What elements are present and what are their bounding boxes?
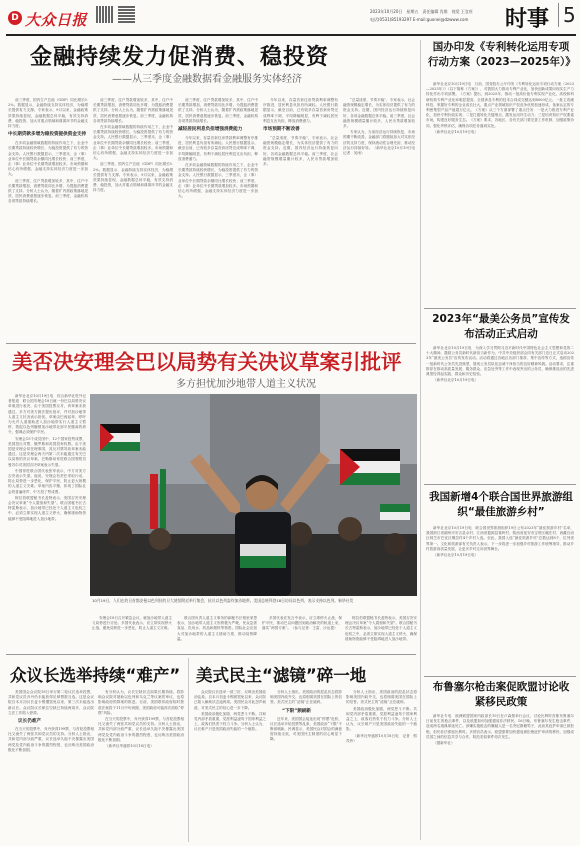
section-rule xyxy=(424,308,576,309)
top-story-body-3-intro: 前三季度，住户贷款增加较多，其中，住户中长期贷款增加，消费贷款同比多增，为提振消费提供了支持。分析人士认为，随着扩内需政策落地见效，居民消费意愿逐步恢复。前三季度，金融机构各项贷款持续增长。 xyxy=(178,98,258,123)
section-rule xyxy=(6,654,416,655)
bottom-left-body-2: 在当天的投票中，乔丹获得199票，与首轮投票相比又流失了两张共和党议员的支持。分析人士指出，共和党内部分歧严重，议长选举久拖不决暴露出美国两党及党内政治斗争的激烈程度，也反映出美国政治极化不断加剧。 xyxy=(8,727,94,752)
middle-story-body-f: 联合国负责人道主义事务的副秘书长格里菲思表示，加沙地带人道主义形势极为严峻，民众急需食品、饮用水、药品和燃料等物资。国际社会应加大对加沙地带的人道主义援助力度，推动局势降温。 xyxy=(177,616,257,641)
bottom-left-col-2 xyxy=(98,690,184,840)
top-story-column-4 xyxy=(263,98,338,341)
top-story-column-1 xyxy=(8,98,88,341)
section-title: 时事 xyxy=(505,7,550,32)
right2-text: 新华社北京10月19日电 为深入学习贯彻习近平新时代中国特色社会主义思想和党的二十大精神，激励公务员新时代新担当新作为，中共中央组织部会同有关部门近日正式启动2023年“最美公务员”宣传发布活动。活动将通过各地区各部门推荐、集中宣传等方式，选树宣传一批新时代公务员先进典型，展现公务员队伍忠诚干净担当的良好精神风貌。活动要求，注重推荐在推动高质量发展、服务群众、应急处突等工作中表现突出的公务员，确保推选出的先进典型经得起实践、群众和历史检验。 xyxy=(426,346,574,377)
bottom-mid-body-3: 近年来，美国国会接连出现“停摆”危机、议长选举多轮投票等乱象，美国政治“下限”不断被刷新。民调显示，美国民众对国会的满意度持续走低，对美国民主制度的信心明显下降。 xyxy=(270,716,342,742)
bottom-left-dateline: （新华社华盛顿10月18日电） xyxy=(105,744,154,749)
right3-dateline: （新华社北京10月19日电） xyxy=(433,553,479,558)
bottom-left-title: 众议长选举持续“难产” xyxy=(10,666,181,685)
middle-story-bottom-col-4 xyxy=(345,616,417,650)
bottom-mid-dateline: （新华社华盛顿10月18日电 记者 熊茂伶） xyxy=(346,733,417,743)
right3-text: 新华社北京10月19日电 联合国世界旅游组织19日公布2023年“最佳旅游乡村”名单，我国浙江省湖州市安吉县余村、江西省婺源县篁岭村、陕西省延安市宝塔区碾庄村、西藏自治区林芝市巴宜区嘎拉村4个乡村入选。至此，我国入选“最佳旅游乡村”总数达到8个，位列世界第一。文化和旅游部有关负责人表示，下一步将进一步加强乡村旅游工作统筹指导，推动乡村旅游高质量发展，让更多乡村走向世界舞台。 xyxy=(426,526,574,551)
right4-text: 新华社专电 欧洲联盟国家内政部长19日在卢森堡举行会议，讨论比利时首都布鲁塞尔日前发生的枪击事件，以及欧盟如何加强遣返非法移民。16日晚，布鲁塞尔发生枪击事件，造成两名瑞典球迷死亡。涉嫌实施枪击的嫌疑人是一名突尼斯籍男子，此前其庇护申请已被拒绝，但仍非法滞留比利时。多国官员表示，欧盟需要加快遣返被拒绝庇护申请的移民，加强成员国之间的信息共享与合作，防范类似事件再次发生。 xyxy=(426,714,574,739)
subhead-mid-long-loans: 中长期贷款多增为稳投资提供资金支持 xyxy=(8,132,87,138)
right1-text: 新华社北京10月19日电 日前，国务院办公厅印发《专利转化运用专项行动方案（2023—2025年）》（以下简称《方案》），对我国大力推动专利产业化，加快创新成果向现实生产力转化作出专项部署。《方案》提出，到2025年，推动一批高价值专利实现产业化。高校和科研机构专利产业化率明显提高，全国涉及专利的技术合同成交额达到8000亿元。一批主攻硬科技、掌握好专利的企业成长壮大，重点产业领域知识产权竞争优势加速形成，备案认定的专利密集型产品产值超万亿元。《方案》从三个方面部署了重点任务：一是大力推进专利产业化，加快专利价值实现；二是打通转化关键堵点，激发运用内生动力；三是培育知识产权要素市场，构建良好服务生态。《方案》要求，各地区、各有关部门要完善工作机制，加强政策协同，强化考核评估，确保各项任务落到实处。 xyxy=(426,82,574,128)
top-story-column-5 xyxy=(343,98,419,341)
middle-story-column-1 xyxy=(8,394,86,624)
middle-story-bottom-col-2 xyxy=(177,616,257,650)
subhead-lower-limit: “下限”频刷新 xyxy=(282,708,312,714)
masthead-rule xyxy=(6,34,576,36)
middle-story-body-b: 安理会15个成员国中，12个国家投赞成票，美国投反对票，俄罗斯和英国投弃权票。由于美国是安理会常任理事国，其反对票导致草案未能通过。这是安理会两天内第二次未能通过有关巴以局势的决议草案。巴勒斯坦常驻联合国观察员曼苏尔对美国否决草案表示失望。 xyxy=(8,436,86,467)
bottom-mid-col-1 xyxy=(194,690,266,840)
top-story-body-4: “总量适度、节奏平稳”，专家表示，社会融资规模稳定增长，为实体经济提供了有力的资金支持。近期，国内经济运行持续恢复向好，各项金融数据总体平稳。前三季度，社会融资规模增量累计较多，人民币贷款增加较多。 xyxy=(263,136,338,167)
middle-story-body-d: 阿拉伯联盟秘书长盖特表示，美国否决安理会决议草案“令人震惊和失望”。联合国秘书长古特雷斯表示，加沙地带已经处于人道主义危机之中，必须立即实现人道主义停火，确保援助物资能够不受阻碍地进入加沙地带。 xyxy=(8,495,86,521)
newspaper-logo xyxy=(8,8,92,30)
top-story-body-5a: “总量适度、节奏平稳”，专家表示，社会融资规模稳定增长，为实体经济提供了有力的资金支持。近期，国内经济运行持续恢复向好，各项金融数据总体平稳。前三季度，社会融资规模增量累计较多，人民币贷款增加较多。 xyxy=(343,98,415,129)
bottom-mid-col-3 xyxy=(346,690,417,840)
right3-title: 我国新增4个联合国世界旅游组织“最佳旅游乡村” xyxy=(429,491,573,518)
protest-photo-illustration xyxy=(90,394,417,596)
subhead-speaker-vacant: 议长仍难产 xyxy=(18,719,41,725)
column-divider xyxy=(188,658,189,842)
right3-body xyxy=(426,526,574,674)
middle-story-body-f2: 阿拉伯联盟秘书长盖特表示，美国否决安理会决议草案“令人震惊和失望”。联合国秘书长古特雷斯表示，加沙地带已经处于人道主义危机之中，必须立即实现人道主义停火，确保援助物资能够不受阻碍地进入加沙地带。 xyxy=(345,616,417,641)
qr-code-icon xyxy=(96,6,113,23)
middle-story-bottom-col-1 xyxy=(92,616,172,650)
bottom-mid-body-1: 众议院议长选举一波三折，反映出美国政治乱象。自本月初麦卡锡被罢免以来，众议院已陷入瘫痪状态逾两周。美国民众对此怨声载道，对美式民主的信心进一步下降。 xyxy=(194,690,266,710)
section-rule xyxy=(424,676,576,677)
middle-story-body-a: 新华社北京10月19日电 综合新华社驻外记者报道 联合国安理会18日就一份巴以局势决议草案进行表决，由于美国投票反对，该草案未获通过。多方对美方做法提出批评，并对加沙地带人道主义状况表示担忧。草案由巴西起草，呼吁为允许人道援助进入加沙地带实行人道主义暂停，敦促以色列撤销加沙地带北部平民撤离的命令，强调必须保护平民。 xyxy=(8,394,86,435)
bottom-mid-title: 美式民主“滤镜”碎一地 xyxy=(196,666,367,685)
bottom-left-body-2b: 在当天的投票中，乔丹获得199票，与首轮投票相比又流失了两张共和党议员的支持。分析人士指出，共和党内部分歧严重，议长选举久拖不决暴露出美国两党及党内政治斗争的激烈程度，也反映出美国政治极化不断加剧。 xyxy=(98,717,184,742)
bottom-mid-col-2 xyxy=(270,690,342,840)
qr-code-icon xyxy=(118,6,135,23)
right4-body xyxy=(426,714,574,842)
subhead-interest-burden: 减轻居民利息负担增强消费能力 xyxy=(178,127,243,133)
right1-body xyxy=(426,82,574,304)
top-story-body-1b: 在多项金融领域数据的持续作用之下，企业中长期贷款持续较快增长，为稳投资提供了有力的资金支持。人民银行数据显示，三季度末，企（事）业单位中长期贷款余额同比增长较快；前三季度，企（事）业单位中长期贷款增加较多。市场预期和信心有所增强，金融支持实体经济力度进一步加大。 xyxy=(93,125,173,161)
section-rule xyxy=(424,484,576,485)
bottom-mid-body-2b: 分析人士指出，美国政治的混乱状态将影响美国内政外交，也将削弱美国在国际上的信誉。美式民主的“滤镜”正在破碎。 xyxy=(270,690,342,705)
top-story-lead-b: 前三季度，国内生产总值（GDP）同比增长5.2%。数据显示，金融持续支持实体经济，为稳增长提供有力支撑。专家表示，9月以来，金融政策效果持续显现，金融数据总体平稳，有效支持消费、稳投资，加大对重点领域和薄弱环节的金融支持力度。 xyxy=(93,162,173,193)
right4-dateline: （据新华社） xyxy=(433,741,455,746)
top-story-subtitle: ——从三季度金融数据看金融服务实体经济 xyxy=(112,74,302,85)
middle-story-body-e: 安理会18日召开紧急会议，就加沙地带人道主义局势进行讨论。多国代表表示，应立即实现停火止战，避免局势进一步恶化，防止人道主义灾难。 xyxy=(92,616,172,631)
section-rule xyxy=(6,343,416,344)
top-story-lead: 前三季度，国内生产总值（GDP）同比增长5.2%。数据显示，金融持续支持实体经济，为稳增长提供有力支撑。专家表示，9月以来，金融政策效果持续显现，金融数据总体平稳，有效支持消费、稳投资，加大对重点领域和薄弱环节的金融支持力度。 xyxy=(8,98,88,129)
logo-text: 大众日报 xyxy=(25,11,88,29)
top-story-column-3 xyxy=(178,98,258,341)
date-line: 2023年10月20日 星期五 责任编辑 肖维 视觉 王宜旺 xyxy=(370,9,473,14)
top-story-body-3: 今年以来，存量首套住房贷款利率调整有序推进，居民利息负担有所减轻。人民银行数据显示，截至目前，已有较多存量首套房贷完成利率下调，平均降幅明显，有利于减轻居民利息支出负担，释放消费潜力。 xyxy=(178,136,258,161)
top-story-body-1: 在多项金融领域数据的持续作用之下，企业中长期贷款持续较快增长，为稳投资提供了有力的资金支持。人民银行数据显示，三季度末，企（事）业单位中长期贷款余额同比增长较快；前三季度，企（事）业单位中长期贷款增加较多。市场预期和信心有所增强，金融支持实体经济力度进一步加大。 xyxy=(8,141,88,177)
top-story-body-4-intro: 今年以来，存量首套住房贷款利率调整有序推进，居民利息负担有所减轻。人民银行数据显示，截至目前，已有较多存量首套房贷完成利率下调，平均降幅明显，有利于减轻居民利息支出负担，释放消费潜力。 xyxy=(263,98,338,123)
logo-mark-icon: D xyxy=(8,11,22,25)
top-story-body-3b: 在多项金融领域数据的持续作用之下，企业中长期贷款持续较快增长，为稳投资提供了有力的资金支持。人民银行数据显示，三季度末，企（事）业单位中长期贷款余额同比增长较快；前三季度，企（事）业单位中长期贷款增加较多。市场预期和信心有所增强，金融支持实体经济力度进一步加大。 xyxy=(178,163,258,199)
right1-dateline: （新华社北京10月19日电） xyxy=(433,129,479,134)
top-story-title: 金融持续发力促消费、稳投资 xyxy=(30,45,330,70)
page-number: 5 xyxy=(558,3,576,27)
middle-story-bottom-col-3 xyxy=(262,616,342,650)
right2-body xyxy=(426,346,574,482)
right2-title: 2023年“最美公务员”宣传发布活动正式启动 xyxy=(432,313,570,340)
photo-caption: 10月19日，人们在约旦首都安曼以色列驻约旦大使馆附近举行集会，抗议以色列轰炸加沙地带。美国总统拜登18日访问以色列，表示支持以色列。新华社发 xyxy=(92,598,354,603)
right1-title: 国办印发《专利转化运用专项行动方案（2023—2025年）》 xyxy=(428,41,576,68)
top-story-body-2: 前三季度，住户贷款增加较多，其中，住户中长期贷款增加，消费贷款同比多增，为提振消费提供了支持。分析人士认为，随着扩内需政策落地见效，居民消费意愿逐步恢复。前三季度，金融机构各项贷款持续增长。 xyxy=(8,178,88,204)
top-story-body-5: 专家认为，当前经济运行持续恢复，市场预期不断改善。金融部门将继续加大对实体经济的支持力度，保持流动性合理充裕，推动经济运行持续好转。（新华社北京10月19日电 记者 吴雨） xyxy=(343,130,419,156)
contact-line: 电话(0531)85193297 E-mail:guonei@dzwww.com xyxy=(370,17,469,22)
top-story-body-2b: 前三季度，住户贷款增加较多，其中，住户中长期贷款增加，消费贷款同比多增，为提振消费提供了支持。分析人士认为，随着扩内需政策落地见效，居民消费意愿逐步恢复。前三季度，金融机构各项贷款持续增长。 xyxy=(93,98,173,123)
bottom-mid-body-3b: 美国政治极化加剧，两党恶斗不断。共和党内部矛盾重重，党派利益凌驾于国家利益之上，政客们热衷于权力斗争。分析人士认为，议长难产只是美国政治失能的一个缩影。 xyxy=(346,706,417,732)
middle-story-title: 美否决安理会巴以局势有关决议草案引批评 xyxy=(12,350,402,374)
bottom-left-body-1: 美国国会众议院18日举行第二轮议长选举投票，共和党议员乔丹仍未能获得足够票数当选。这是众议院自本月初议长麦卡锡遭罢免以来，第三次未能选出新议长。众议院议长职位空缺已持续两周多，众议院立法工作陷入停滞。 xyxy=(8,690,94,715)
bottom-mid-body-2: 美国政治极化加剧，两党恶斗不断。共和党内部矛盾重重，党派利益凌驾于国家利益之上，政客们热衷于权力斗争。分析人士认为，议长难产只是美国政治失能的一个缩影。 xyxy=(194,711,266,732)
bottom-left-body-3: 有分析认为，议长空缺状态如果长期持续，将影响众议院对援助以色列和乌克兰等议案的审议，也将影响政府预算案的推进。目前，美国联邦政府临时拨款法案将于11月中旬到期，美国政府可能再次面临“停摆”风险。 xyxy=(98,690,184,715)
protest-photo xyxy=(90,394,417,596)
middle-story-body-g: 多国代表在发言中表示，应立即停火止战，保护平民，推动巴以问题回到政治解决的轨道上来，落实“两国方案”。（参与记者：王雷、沙达提） xyxy=(262,616,342,631)
column-divider xyxy=(420,40,421,840)
subhead-market-expectations: 市场预期不断改善 xyxy=(263,127,300,133)
bottom-left-col-1 xyxy=(8,690,94,840)
right2-dateline: （新华社北京10月19日电） xyxy=(433,378,479,383)
middle-story-subtitle: 多方担忧加沙地带人道主义状况 xyxy=(176,379,316,390)
right4-title: 布鲁塞尔枪击案促欧盟讨论收紧移民政策 xyxy=(432,681,570,708)
middle-story-body-c: 中国常驻联合国代表张军表示，中方对美方否决表示失望。他说，安理会有责任采取行动，防止局势进一步恶化，保护平民，防止更大规模的人道主义灾难。草案内容平衡，体现了国际社会的普遍呼声，中方投了赞成票。 xyxy=(8,468,86,494)
masthead xyxy=(0,0,580,38)
bottom-mid-body-4: 分析人士指出，美国政治的混乱状态将影响美国内政外交，也将削弱美国在国际上的信誉。美式民主的“滤镜”正在破碎。 xyxy=(346,690,417,705)
top-story-column-2 xyxy=(93,98,173,341)
